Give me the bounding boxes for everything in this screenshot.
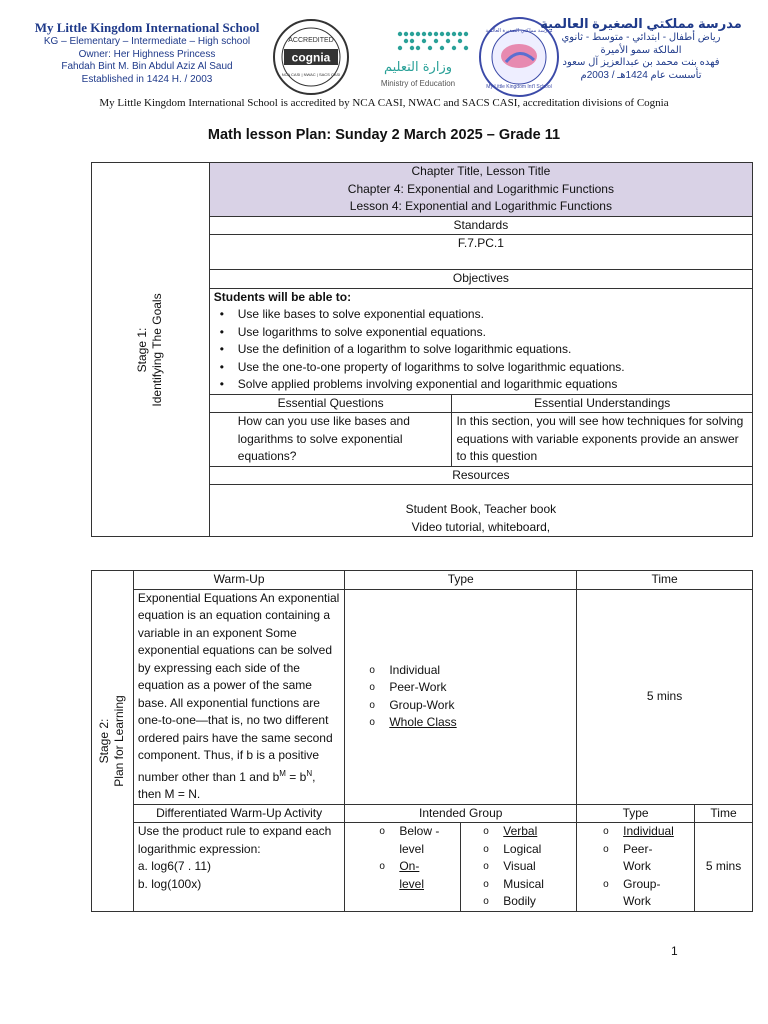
header-line: Fahdah Bint M. Bin Abdul Aziz Al Saud xyxy=(61,61,233,72)
diff-activity-text: Use the product rule to expand each logarithmic expression: a. log6(7 . 11) b. log(100x) xyxy=(133,823,344,912)
warmup-time: 5 mins xyxy=(577,589,753,804)
warmup-header: Warm-Up xyxy=(133,571,344,590)
list-item: o Individual xyxy=(623,823,690,841)
styles-list xyxy=(479,823,572,911)
list-item: • Solve applied problems involving exponential and logarithmic equations xyxy=(238,376,748,394)
warmup-type-cell xyxy=(345,589,577,804)
essential-understandings-header: Essential Understandings xyxy=(452,394,753,413)
diff-time: 5 mins xyxy=(695,823,753,912)
header-line-ar: فهده بنت محمد بن عبدالعزيز آل سعود xyxy=(562,57,720,68)
list-item: • Use the one-to-one property of logarithms to solve logarithmic equations. xyxy=(238,359,748,377)
objectives-header: Objectives xyxy=(209,270,752,289)
cognia-name: cognia xyxy=(291,50,331,65)
header-line: Owner: Her Highness Princess xyxy=(78,48,216,60)
list-item: o Bodily xyxy=(503,893,572,911)
stage1-label-cell xyxy=(92,163,210,537)
moe-arabic: وزارة التعليم xyxy=(383,60,453,75)
list-item: o Verbal xyxy=(503,823,572,841)
list-item: o Visual xyxy=(503,858,572,876)
stage2-table xyxy=(91,570,753,912)
list-item: o Below -level xyxy=(399,823,439,858)
levels-cell xyxy=(345,823,461,912)
list-item: • Use like bases to solve exponential equations. xyxy=(238,306,748,324)
list-item: o Individual xyxy=(389,662,572,680)
diff-type-header: Type xyxy=(577,804,695,823)
school-name-ar: مدرسة مملكتي الصغيرة العالمية xyxy=(540,16,742,31)
school-logo-ar: مدرسة مملكتي الصغيرة العالمية xyxy=(485,28,553,34)
list-item: o Logical xyxy=(503,841,572,859)
list-item: o Peer-Work xyxy=(389,679,572,697)
accreditation-note: My Little Kingdom International School is accredited by NCA CASI, NWAC and SACS CASI, accreditation divisions of Cognia xyxy=(99,97,669,109)
list-item: o Group-Work xyxy=(623,876,663,911)
moe-english: Ministry of Education xyxy=(380,79,456,88)
levels-list xyxy=(375,823,456,893)
styles-cell xyxy=(461,823,577,912)
objectives-list xyxy=(214,306,748,394)
cognia-top: ACCREDITED xyxy=(288,37,334,44)
time-header: Time xyxy=(577,571,753,590)
header-line-ar: رياض أطفال - ابتدائي - متوسط - ثانوي xyxy=(561,32,721,43)
warmup-type-list xyxy=(365,662,572,732)
list-item: o Whole Class xyxy=(389,714,572,732)
header-arabic xyxy=(536,16,746,82)
cognia-bottom: NCA CASI | NWAC | SACS CASI xyxy=(281,72,341,77)
list-item: o Musical xyxy=(503,876,572,894)
stage2-label: Stage 2: Plan for Learning xyxy=(97,695,127,787)
standard-value: F.7.PC.1 xyxy=(209,235,752,270)
intended-group-header: Intended Group xyxy=(345,804,577,823)
list-item: • Use the definition of a logarithm to solve logarithmic equations. xyxy=(238,341,748,359)
type-header: Type xyxy=(345,571,577,590)
resources-header: Resources xyxy=(209,466,752,485)
essential-questions-text: How can you use like bases and logarithms to solve exponential equations? xyxy=(209,413,452,467)
school-name-en: My Little Kingdom International School xyxy=(34,20,260,35)
diff-type-cell xyxy=(577,823,695,912)
standards-header: Standards xyxy=(209,216,752,235)
page-title: Math lesson Plan: Sunday 2 March 2025 – Grade 11 xyxy=(207,127,561,143)
objectives-intro: Students will be able to: xyxy=(213,289,352,304)
stage1-label: Stage 1: Identifying The Goals xyxy=(135,292,165,407)
list-item: • Use logarithms to solve exponential equations. xyxy=(238,324,748,342)
header-line-ar: تأسست عام 1424هـ / 2003م xyxy=(580,69,702,81)
list-item: o Peer-Work xyxy=(623,841,663,876)
list-item: o Group-Work xyxy=(389,697,572,715)
objectives-cell xyxy=(209,288,752,394)
resources-cell: Student Book, Teacher book Video tutorial, whiteboard, xyxy=(209,485,752,537)
diff-activity-header: Differentiated Warm-Up Activity xyxy=(133,804,344,823)
essential-understandings-text: In this section, you will see how techniques for solving equations with variable exponents provide an answer to this question xyxy=(452,413,753,467)
essential-questions-header: Essential Questions xyxy=(209,394,452,413)
cognia-accreditation-logo xyxy=(272,18,350,96)
chapter-cell: Chapter Title, Lesson Title Chapter 4: Exponential and Logarithmic Functions Lesson 4: Exponential and Logarithmic Functions xyxy=(209,163,752,217)
diff-time-header: Time xyxy=(695,804,753,823)
header-english xyxy=(22,20,272,86)
diff-type-list xyxy=(599,823,690,911)
header-line-ar: المالكة سمو الأميرة xyxy=(600,44,682,56)
ministry-of-education-logo xyxy=(358,24,478,94)
list-item: o On-level xyxy=(399,858,439,893)
warmup-text: Exponential Equations An exponential equation is an equation containing a variable in an exponent Some exponential equations can be solved by expressing each side of the equation as a power of the same base. All exponential functions are one-to-one—that is, no two different ordered pairs have the same second component. Thus, if b is a positive number other than 1 and $b^M = b^N$, then M = N. xyxy=(133,589,344,804)
header-line: KG – Elementary – Intermediate – High school xyxy=(43,36,251,47)
page-number: 1 xyxy=(671,944,678,958)
stage1-table xyxy=(91,162,753,537)
school-logo-en: My Little Kingdom Int'l School xyxy=(486,84,552,90)
header-line: Established in 1424 H. / 2003 xyxy=(81,73,213,85)
stage2-label-cell xyxy=(92,571,134,912)
